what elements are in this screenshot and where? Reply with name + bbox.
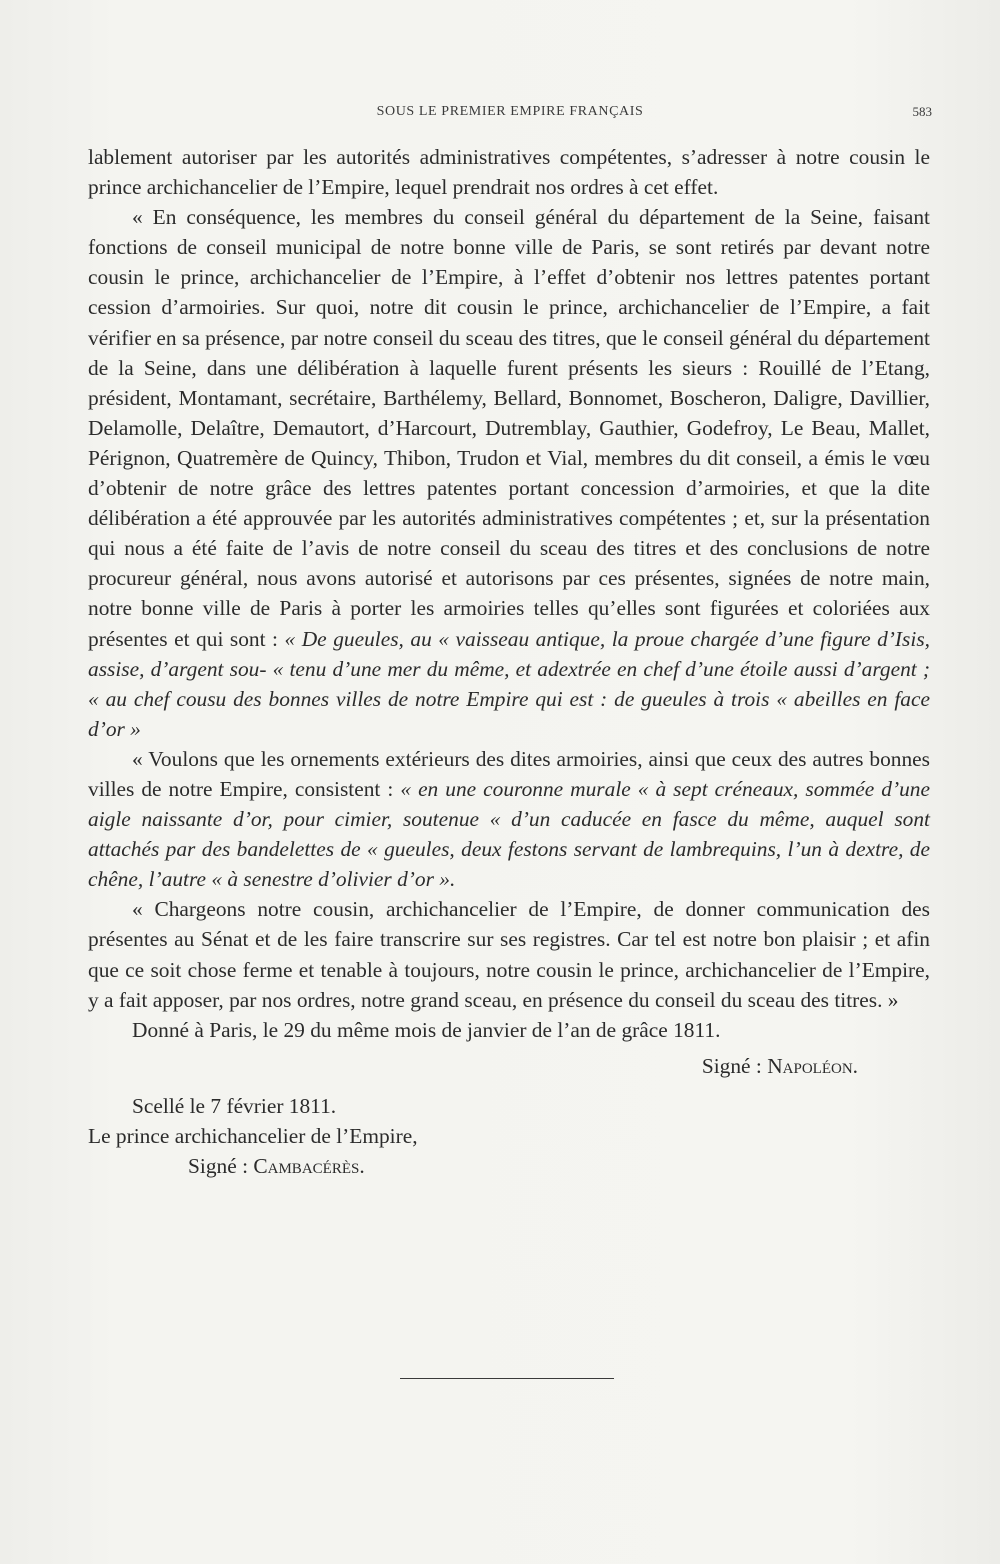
signature-name: Cambacérès.: [253, 1154, 365, 1179]
seal-block: [88, 1091, 930, 1181]
closing-rule: [400, 1378, 614, 1379]
paragraph-5: Donné à Paris, le 29 du même mois de janvier de l’an de grâce 1811.: [132, 1017, 721, 1042]
signature-napoleon: [88, 1051, 930, 1081]
paragraph-3-ornaments: « en une couronne murale « à sept créneaux, sommée d’une aigle naissante d’or, pour cimier, soutenue « d’un caducée en fasce du même, auquel sont attachés par des bandelettes de « gueules, deux festons servant de lambrequins, l’un à dextre, de chêne, l’autre « à senestre d’olivier d’or ».: [88, 776, 931, 892]
paragraph-3-text: « Voulons que les ornements extérieurs des dites armoiries, ainsi que ceux des autres bonnes villes de notre Empire, consistent :: [88, 746, 930, 801]
signature-prefix: Signé :: [188, 1154, 249, 1179]
signature-prefix: Signé :: [701, 1053, 762, 1078]
page-number: 583: [912, 104, 932, 119]
seal-title: Le prince archichancelier de l’Empire,: [88, 1124, 418, 1148]
paragraph-2-blazon: « De gueules, au « vaisseau antique, la proue chargée d’une figure d’Isis, assise, d’argent sou- « tenu d’une mer du même, et adextrée en chef d’une étoile aussi d’argent ; « au chef cousu des bonnes villes de notre Empire qui est : de gueules à trois « abeilles en face d’or »: [88, 626, 930, 741]
body-text: [88, 142, 930, 1181]
paragraph-2: [88, 202, 930, 744]
paragraph-4: « Chargeons notre cousin, archichancelier de l’Empire, de donner communication des présentes au Sénat et de les faire transcrire sur ses registres. Car tel est notre bon plaisir ; et afin que ce soit chose ferme et tenable à toujours, notre cousin le prince, archichancelier de l’Empire, y a fait apposer, par nos ordres, notre grand sceau, en présence du conseil du sceau des titres. »: [88, 897, 930, 1012]
seal-date: Scellé le 7 février 1811.: [132, 1093, 337, 1118]
signature-name: Napoléon.: [767, 1053, 858, 1078]
running-head: [88, 104, 932, 128]
running-title: SOUS LE PREMIER EMPIRE FRANÇAIS: [376, 104, 644, 119]
paragraph-1: lablement autoriser par les autorités administratives compétentes, s’adresser à notre cousin le prince archichancelier de l’Empire, lequel prendrait nos ordres à cet effet.: [88, 145, 930, 200]
paragraph-3: [88, 744, 930, 894]
paragraph-2-text: « En conséquence, les membres du conseil général du département de la Seine, faisant fonctions de conseil municipal de notre bonne ville de Paris, se sont retirés par devant notre cousin le prince, archichancelier de l’Empire, à l’effet d’obtenir nos lettres patentes portant cession d’armoiries. Sur quoi, notre dit cousin le prince, archichancelier de l’Empire, a fait vérifier en sa présence, par notre conseil du sceau des titres, que le conseil général du département de la Seine, dans une délibération à laquelle furent présents les sieurs : Rouillé de l’Etang, président, Montamant, secrétaire, Barthélemy, Bellard, Bonnomet, Boscheron, Daligre, Davillier, Delamolle, Delaître, Demautort, d’Harcourt, Dutremblay, Gauthier, Godefroy, Le Beau, Mallet, Pérignon, Quatremère de Quincy, Thibon, Trudon et Vial, membres du dit conseil, a émis le vœu d’obtenir de notre grâce des lettres patentes portant concession d’armoiries, et que la dite délibération a été approuvée par les autorités administratives compétentes ; et, sur la présentation qui nous a été faite de l’avis de notre conseil du sceau des titres et des conclusions de notre procureur général, nous avons autorisé et autorisons par ces présentes, signées de notre main, notre bonne ville de Paris à porter les armoiries telles qu’elles sont figurées et coloriées aux présentes et qui sont :: [88, 205, 930, 651]
signature-cambaceres: [88, 1151, 930, 1181]
